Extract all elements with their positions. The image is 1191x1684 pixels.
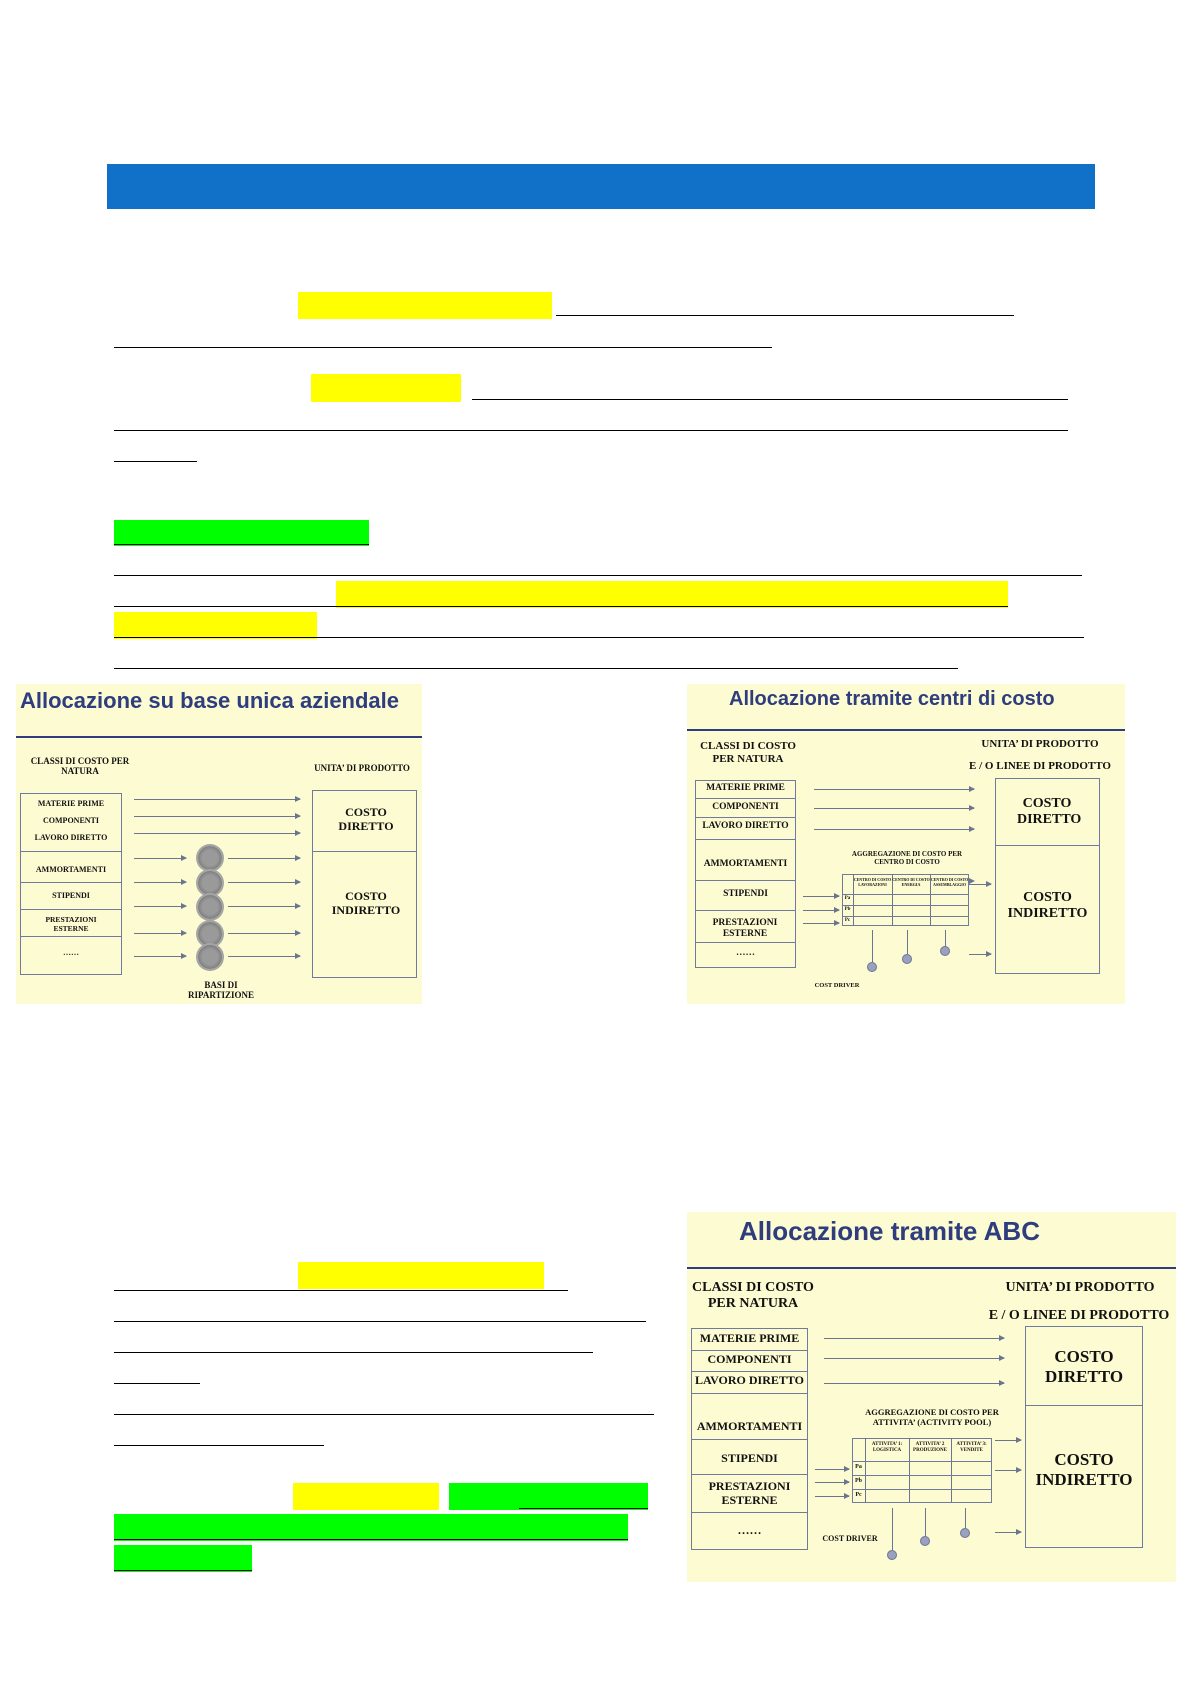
indirect-cost-label: COSTO INDIRETTO	[1007, 890, 1088, 922]
cost-driver-node	[940, 946, 950, 956]
diagram-title: Allocazione tramite centri di costo	[729, 688, 1055, 710]
cost-driver-node	[902, 954, 912, 964]
separator	[695, 880, 796, 881]
flow-arrow	[824, 1358, 1004, 1359]
flow-arrow	[814, 789, 974, 790]
underline	[114, 1445, 324, 1446]
flow-arrow	[134, 956, 186, 957]
driver-line	[965, 1508, 966, 1528]
separator	[695, 798, 796, 799]
direct-cost-label: COSTO DIRETTO	[1044, 1347, 1124, 1386]
table-line	[852, 1475, 992, 1476]
highlight-yellow	[114, 612, 317, 639]
diagram-base-unica	[16, 684, 422, 1004]
cost-class-label: STIPENDI	[52, 891, 90, 900]
cost-class-label: AMMORTAMENTI	[703, 859, 788, 869]
direct-cost-label: COSTO DIRETTO	[338, 805, 394, 833]
indirect-cost-label: COSTO INDIRETTO	[331, 889, 401, 917]
cost-class-label: LAVORO DIRETTO	[702, 821, 789, 831]
activity-header: ATTIVITA’ 3: VENDITE	[956, 1442, 987, 1453]
right-header: UNITA’ DI PRODOTTO	[314, 763, 410, 773]
underline	[114, 430, 1068, 431]
cost-class-label: LAVORO DIRETTO	[34, 833, 108, 842]
separator	[695, 910, 796, 911]
underline	[472, 399, 1068, 400]
flow-arrow	[815, 1496, 849, 1497]
flow-arrow	[803, 923, 839, 924]
cost-class-label: MATERIE PRIME	[706, 783, 785, 793]
cost-driver-label: COST DRIVER	[822, 1534, 878, 1543]
allocation-base-icon	[198, 846, 222, 870]
flow-arrow	[803, 896, 839, 897]
separator	[691, 1439, 808, 1440]
underline	[114, 1539, 628, 1540]
right-header: E / O LINEE DI PRODOTTO	[969, 760, 1111, 772]
driver-line	[892, 1508, 893, 1550]
cost-class-label: ……	[737, 1523, 762, 1537]
cost-class-label: MATERIE PRIME	[37, 799, 105, 808]
flow-arrow	[824, 1338, 1004, 1339]
row-label: Pb	[854, 1478, 862, 1484]
cost-class-label: LAVORO DIRETTO	[694, 1373, 804, 1387]
flow-arrow	[995, 1440, 1021, 1441]
left-header: CLASSI DI COSTO PER NATURA	[692, 1280, 814, 1312]
separator	[20, 851, 122, 852]
cost-class-label: PRESTAZIONI ESTERNE	[712, 918, 778, 939]
diagram-title: Allocazione su base unica aziendale	[20, 688, 400, 713]
allocation-bases-label: BASI DI RIPARTIZIONE	[187, 980, 255, 1001]
cost-class-label: AMMORTAMENTI	[696, 1419, 803, 1433]
aggregation-label: AGGREGAZIONE DI COSTO PER CENTRO DI COSTO	[851, 850, 963, 867]
flow-arrow	[995, 1532, 1021, 1533]
flow-arrow	[228, 882, 300, 883]
separator	[691, 1393, 808, 1394]
underline	[114, 1321, 646, 1322]
flow-arrow	[815, 1469, 849, 1470]
allocation-base-icon	[198, 895, 222, 919]
flow-arrow	[134, 933, 186, 934]
title-rule	[16, 736, 422, 738]
separator	[691, 1371, 808, 1372]
left-header: CLASSI DI COSTO PER NATURA	[30, 756, 130, 777]
indirect-cost-label: COSTO INDIRETTO	[1035, 1450, 1133, 1489]
allocation-base-icon	[198, 922, 222, 946]
driver-line	[872, 930, 873, 962]
flow-arrow	[228, 906, 300, 907]
underline	[114, 544, 369, 545]
separator	[695, 839, 796, 840]
separator	[20, 909, 122, 910]
center-header: CENTRO DI COSTO LAVORAZIONI	[853, 877, 892, 887]
flow-arrow	[134, 799, 300, 800]
flow-arrow	[995, 1470, 1021, 1471]
row-label: Pb	[844, 907, 851, 912]
highlight-yellow	[336, 581, 1008, 608]
center-header: CENTRO DI COSTO ASSEMBLAGGIO	[930, 877, 969, 887]
underline	[114, 1383, 200, 1384]
cost-class-label: COMPONENTI	[43, 816, 99, 825]
allocation-base-icon	[198, 871, 222, 895]
cost-driver-node	[920, 1536, 930, 1546]
right-header: UNITA’ DI PRODOTTO	[1005, 1280, 1155, 1295]
allocation-base-icon	[198, 945, 222, 969]
diagram-centri-di-costo	[687, 684, 1125, 1004]
highlight-green	[114, 520, 369, 546]
cost-driver-node	[960, 1528, 970, 1538]
underline	[114, 575, 1082, 576]
separator	[20, 882, 122, 883]
left-header: CLASSI DI COSTO PER NATURA	[700, 740, 796, 765]
underline	[519, 1508, 648, 1509]
underline	[114, 347, 772, 348]
cost-class-label: PRESTAZIONI ESTERNE	[708, 1479, 791, 1507]
underline	[114, 606, 1008, 607]
separator	[691, 1512, 808, 1513]
right-header: UNITA’ DI PRODOTTO	[981, 738, 1099, 750]
flow-arrow	[134, 906, 186, 907]
underline	[114, 461, 197, 462]
activity-header: ATTIVITA’ 2 PRODUZIONE	[913, 1442, 947, 1453]
highlight-yellow	[311, 374, 461, 402]
flow-arrow	[134, 833, 300, 834]
underline	[114, 1570, 252, 1571]
highlight-green	[114, 1514, 628, 1541]
flow-arrow	[228, 933, 300, 934]
table-line	[852, 1461, 992, 1462]
title-rule	[687, 1267, 1176, 1269]
flow-arrow	[228, 858, 300, 859]
cost-driver-label: COST DRIVER	[814, 982, 860, 989]
highlight-yellow	[293, 1483, 439, 1510]
separator	[691, 1350, 808, 1351]
underline	[114, 1414, 654, 1415]
separator	[695, 942, 796, 943]
highlight-yellow	[298, 292, 552, 319]
flow-arrow	[228, 956, 300, 957]
cost-driver-node	[867, 962, 877, 972]
flow-arrow	[969, 884, 991, 885]
separator	[995, 845, 1100, 846]
title-rule	[687, 729, 1125, 731]
cost-class-label: AMMORTAMENTI	[35, 865, 107, 874]
table-line	[842, 894, 969, 895]
flow-arrow	[134, 816, 300, 817]
highlight-green	[449, 1483, 648, 1510]
underline	[114, 1352, 593, 1353]
cost-class-label: STIPENDI	[721, 1451, 778, 1465]
cost-class-label: STIPENDI	[723, 889, 768, 899]
separator	[20, 936, 122, 937]
right-header: E / O LINEE DI PRODOTTO	[988, 1308, 1170, 1323]
separator	[695, 817, 796, 818]
row-label: Pc	[844, 918, 851, 923]
row-label: Pa	[855, 1464, 862, 1470]
table-line	[842, 916, 969, 917]
flow-arrow	[814, 829, 974, 830]
cost-class-label: ……	[736, 948, 755, 958]
underline	[114, 1290, 568, 1291]
cost-class-label: COMPONENTI	[707, 1352, 792, 1366]
aggregation-label: AGGREGAZIONE DI COSTO PER ATTIVITA’ (ACTIVITY POOL)	[865, 1407, 999, 1427]
flow-arrow	[969, 954, 991, 955]
diagram-abc	[687, 1212, 1176, 1582]
row-label: Pc	[855, 1492, 862, 1498]
underline	[114, 637, 1084, 638]
direct-cost-label: COSTO DIRETTO	[1017, 796, 1082, 828]
underline	[556, 315, 1014, 316]
separator	[312, 851, 417, 852]
flow-arrow	[803, 910, 839, 911]
cost-class-label: ……	[63, 948, 79, 957]
activity-header: ATTIVITA’ 1: LOGISTICA	[871, 1442, 903, 1453]
row-label: Pa	[844, 896, 851, 901]
driver-line	[907, 930, 908, 954]
center-header: CENTRO DI COSTO ENERGIA	[892, 877, 930, 887]
flow-arrow	[824, 1383, 1004, 1384]
cost-driver-node	[887, 1550, 897, 1560]
table-line	[852, 1489, 992, 1490]
underline	[114, 668, 958, 669]
flow-arrow	[134, 858, 186, 859]
diagram-title: Allocazione tramite ABC	[739, 1216, 1040, 1246]
flow-arrow	[815, 1482, 849, 1483]
highlight-yellow	[298, 1262, 544, 1289]
separator	[691, 1474, 808, 1475]
highlight-green	[114, 1545, 252, 1572]
cost-class-label: PRESTAZIONI ESTERNE	[45, 915, 97, 933]
section-banner	[107, 164, 1095, 209]
flow-arrow	[814, 808, 974, 809]
table-line	[842, 905, 969, 906]
flow-arrow	[134, 882, 186, 883]
cost-class-label: COMPONENTI	[712, 802, 779, 812]
separator	[1025, 1405, 1143, 1406]
driver-line	[925, 1508, 926, 1536]
cost-class-label: MATERIE PRIME	[699, 1331, 800, 1345]
